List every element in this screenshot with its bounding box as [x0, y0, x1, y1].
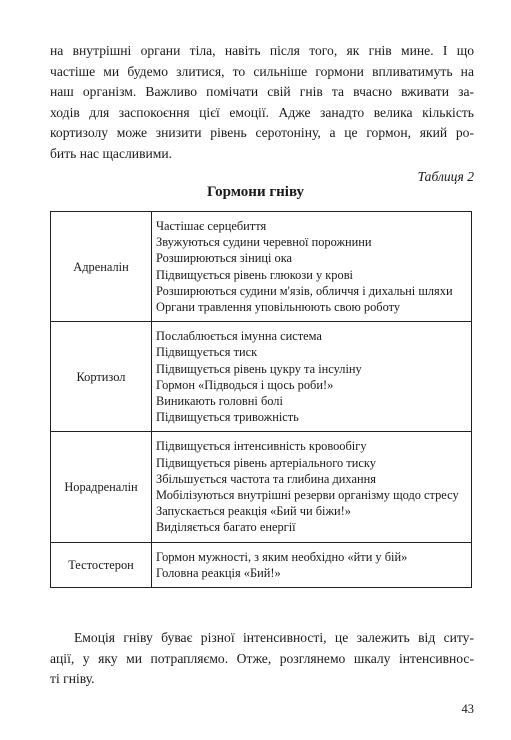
effect-item: Звужуються судини черевної порожнини [156, 235, 372, 250]
intro-line: наш організм. Важливо помічати свій гнів та вчасно вживати за- [50, 84, 474, 100]
page-number: 43 [461, 702, 474, 716]
effect-item: Розширюються судини м'язів, обличчя і дихальні шляхи [156, 283, 453, 298]
closing-line: ації, у яку ми потрапляємо. Отже, розглянемо шкалу інтенсивнос- [50, 650, 474, 666]
table-caption: Таблиця 2 [417, 169, 474, 184]
table-row [51, 322, 472, 432]
hormone-name: Норадреналін [51, 432, 152, 542]
effect-item: Збільшується частота та глибина дихання [156, 471, 376, 486]
effect-item: Розширюються зіниці ока [156, 251, 293, 266]
effect-item: Органи травлення уповільнюють свою роботу [156, 300, 401, 315]
effect-item: Підвищується тривожність [156, 410, 299, 425]
effect-item: Підвищується інтенсивність кровообігу [156, 439, 367, 454]
effect-item: Запускається реакція «Бий чи біжи!» [156, 504, 352, 519]
intro-line: ходів для заспокоєння цієї емоції. Адже занадто велика кількість [50, 104, 474, 120]
table-row [51, 542, 472, 587]
intro-line: на внутрішні органи тіла, навіть після того, як гнів мине. І що [50, 43, 474, 58]
hormone-effects [152, 432, 472, 542]
effect-item: Частішає серцебиття [156, 219, 267, 233]
hormone-name: Адреналін [51, 212, 152, 322]
effect-item: Виділяється багато енергії [156, 520, 296, 535]
effect-item: Послаблюється імунна система [156, 329, 322, 344]
hormones-table [50, 211, 472, 588]
effect-item: Підвищується рівень глюкози у крові [156, 267, 353, 282]
hormone-effects [152, 542, 472, 587]
table-row [51, 432, 472, 542]
hormone-name: Кортизол [51, 322, 152, 432]
effect-item: Мобілізуються внутрішні резерви організму щодо стресу [156, 488, 459, 503]
intro-line: кортизолу може знизити рівень серотоніну, а це гормон, який ро- [50, 125, 474, 141]
intro-line: бить нас щасливими. [50, 145, 173, 161]
effect-item: Підвищується рівень артеріального тиску [156, 455, 376, 470]
effect-item: Гормон мужності, з яким необхідно «йти у бій» [156, 549, 408, 564]
closing-paragraph [50, 628, 474, 690]
closing-line: Емоція гніву буває різної інтенсивності, це залежить від ситу- [74, 630, 474, 645]
closing-line: ті гніву. [50, 671, 95, 687]
hormone-name: Тестостерон [51, 542, 152, 587]
effect-item: Гормон «Підводься і щось роби!» [156, 377, 334, 392]
effect-item: Підвищується рівень цукру та інсуліну [156, 361, 362, 376]
table-title: Гормони гніву [206, 184, 305, 200]
effect-item: Підвищується тиск [156, 345, 258, 360]
hormone-effects [152, 212, 472, 322]
effect-item: Головна реакція «Бий!» [156, 565, 281, 580]
intro-paragraph [50, 41, 474, 165]
table-row [51, 212, 472, 322]
intro-line: частіше ми будемо злитися, то сильніше гормони впливатимуть на [50, 63, 474, 79]
effect-item: Виникають головні болі [156, 394, 283, 409]
hormone-effects [152, 322, 472, 432]
